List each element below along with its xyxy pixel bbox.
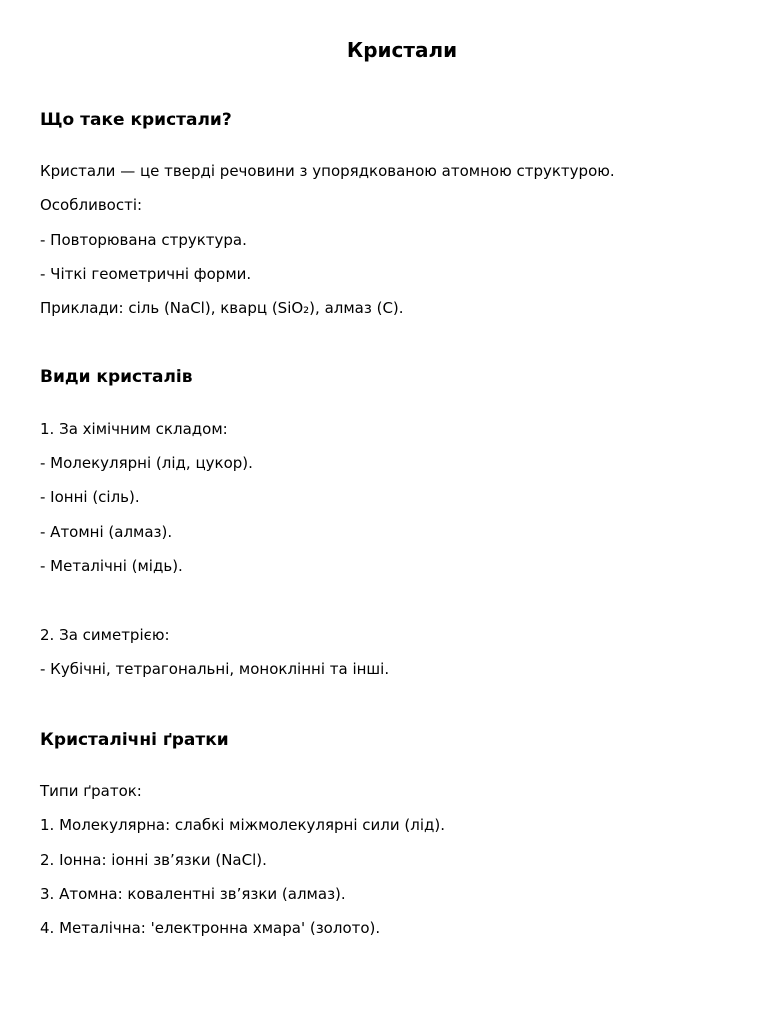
section-heading-crystal-lattices: Кристалічні ґратки (40, 730, 229, 750)
list-heading: 2. За симетрією: (40, 626, 170, 644)
page-title: Кристали (346, 38, 458, 62)
list-item: - Чіткі геометричні форми. (40, 265, 252, 283)
list-item: - Повторювана структура. (40, 231, 247, 249)
list-item: - Молекулярні (лід, цукор). (40, 454, 253, 472)
list-item: 4. Металічна: 'електронна хмара' (золото). (40, 919, 381, 937)
section-heading-what-are-crystals: Що таке кристали? (40, 110, 232, 130)
list-item: 2. Іонна: іонні зв’язки (NaCl). (40, 851, 267, 869)
list-item: 1. Молекулярна: слабкі міжмолекулярні сили (лід). (40, 816, 445, 834)
list-item: - Кубічні, тетрагональні, моноклінні та інші. (40, 660, 390, 678)
paragraph-line: Приклади: сіль (NaCl), кварц (SiO₂), алмаз (C). (40, 299, 404, 317)
list-heading: 1. За хімічним складом: (40, 420, 228, 438)
section-heading-crystal-types: Види кристалів (40, 367, 193, 387)
list-item: - Атомні (алмаз). (40, 523, 173, 541)
list-item: - Металічні (мідь). (40, 557, 183, 575)
paragraph-line: Типи ґраток: (40, 782, 142, 800)
list-item: - Іонні (сіль). (40, 488, 140, 506)
paragraph-line: Кристали — це тверді речовини з упорядкованою атомною структурою. (40, 162, 615, 180)
list-item: 3. Атомна: ковалентні зв’язки (алмаз). (40, 885, 346, 903)
paragraph-line: Особливості: (40, 196, 143, 214)
